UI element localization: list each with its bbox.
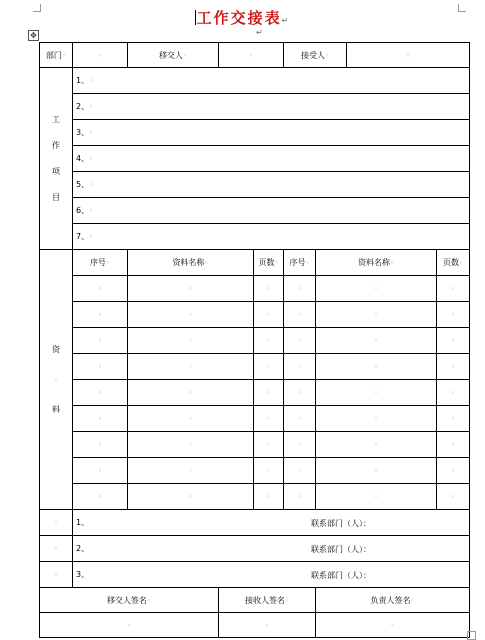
receiver-value-cell[interactable]: ◦ (347, 43, 470, 68)
handover-form-table (39, 42, 470, 638)
receiver-sign-field[interactable]: ◦ (219, 613, 316, 638)
work-items-side-label: 工 作 项 目 (40, 68, 73, 250)
contact-side-cell: ◦ (40, 562, 73, 588)
material-no-left-cell[interactable]: ◦ (73, 406, 128, 432)
contact-row (40, 510, 470, 536)
material-no-left-cell[interactable]: ◦ (73, 380, 128, 406)
paragraph-mark: ↵ (256, 28, 263, 37)
material-name-right-cell[interactable]: ◦ (316, 484, 437, 510)
material-no-left-cell[interactable]: ◦ (73, 432, 128, 458)
document-title (0, 7, 485, 28)
contact-dept-label: 联系部门（人）： (311, 545, 371, 554)
material-row (40, 380, 470, 406)
contact-cell[interactable]: 1、 联系部门（人）： (73, 510, 470, 536)
material-no-right-cell[interactable]: ◦ (284, 406, 316, 432)
material-name-left-cell[interactable]: ◦ (128, 484, 254, 510)
material-pages-left-cell[interactable]: ◦ (254, 302, 284, 328)
material-no-right-cell[interactable]: ◦ (284, 380, 316, 406)
materials-col-name-left: 资料名称◦ (128, 250, 254, 276)
receiver-sign-label: 接收人签名◦ (219, 588, 316, 613)
handover-sign-field[interactable]: ◦ (40, 613, 219, 638)
material-name-right-cell[interactable]: ◦ (316, 432, 437, 458)
material-name-left-cell[interactable]: ◦ (128, 276, 254, 302)
material-no-left-cell[interactable]: ◦ (73, 276, 128, 302)
material-name-left-cell[interactable]: ◦ (128, 354, 254, 380)
material-no-left-cell[interactable]: ◦ (73, 302, 128, 328)
work-item-cell[interactable]: 5、◦ (73, 172, 470, 198)
material-row (40, 276, 470, 302)
signature-value-row (40, 613, 470, 638)
material-row (40, 354, 470, 380)
supervisor-sign-field[interactable]: ◦ (316, 613, 470, 638)
work-item-cell[interactable]: 4、◦ (73, 146, 470, 172)
paragraph-mark: ↵ (281, 16, 291, 25)
contact-row (40, 536, 470, 562)
materials-col-name-right: 资料名称◦ (316, 250, 437, 276)
material-name-right-cell[interactable]: ◦ (316, 328, 437, 354)
material-pages-left-cell[interactable]: ◦ (254, 406, 284, 432)
materials-col-no-right: 序号◦ (284, 250, 316, 276)
material-pages-right-cell[interactable]: ◦ (437, 406, 470, 432)
material-pages-right-cell[interactable]: ◦ (437, 328, 470, 354)
material-no-left-cell[interactable]: ◦ (73, 458, 128, 484)
material-no-right-cell[interactable]: ◦ (284, 302, 316, 328)
contact-row (40, 562, 470, 588)
work-item-row (40, 94, 470, 120)
contact-cell[interactable]: 3、 联系部门（人）： (73, 562, 470, 588)
table-resize-handle[interactable] (467, 631, 476, 640)
work-item-row (40, 68, 470, 94)
work-item-row (40, 172, 470, 198)
material-pages-left-cell[interactable]: ◦ (254, 328, 284, 354)
material-no-right-cell[interactable]: ◦ (284, 484, 316, 510)
material-name-left-cell[interactable]: ◦ (128, 302, 254, 328)
material-pages-right-cell[interactable]: ◦ (437, 432, 470, 458)
material-pages-left-cell[interactable]: ◦ (254, 432, 284, 458)
receiver-label-cell: 接受人◦ (284, 43, 347, 68)
material-pages-right-cell[interactable]: ◦ (437, 484, 470, 510)
dept-value-cell[interactable]: ◦ (73, 43, 128, 68)
text-cursor (195, 10, 196, 25)
handover-sign-label: 移交人签名◦ (40, 588, 219, 613)
contact-dept-label: 联系部门（人）： (311, 571, 371, 580)
material-pages-left-cell[interactable]: ◦ (254, 380, 284, 406)
supervisor-sign-label: 负责人签名◦ (316, 588, 470, 613)
work-item-cell[interactable]: 3、◦ (73, 120, 470, 146)
material-row (40, 302, 470, 328)
contact-dept-label: 联系部门（人）： (311, 519, 371, 528)
work-item-cell[interactable]: 7、◦ (73, 224, 470, 250)
material-row (40, 328, 470, 354)
material-pages-right-cell[interactable]: ◦ (437, 380, 470, 406)
material-name-left-cell[interactable]: ◦ (128, 380, 254, 406)
material-name-right-cell[interactable]: ◦ (316, 406, 437, 432)
material-no-right-cell[interactable]: ◦ (284, 354, 316, 380)
work-item-row (40, 224, 470, 250)
material-row (40, 484, 470, 510)
work-item-cell[interactable]: 1、◦ (73, 68, 470, 94)
material-name-right-cell[interactable]: ◦ (316, 276, 437, 302)
material-name-left-cell[interactable]: ◦ (128, 432, 254, 458)
table-move-handle-icon[interactable]: ✥ (28, 30, 39, 41)
material-name-right-cell[interactable]: ◦ (316, 354, 437, 380)
title-text: 工作交接表 (196, 9, 282, 27)
material-row (40, 432, 470, 458)
materials-side-label: 资 ◦ 料 (40, 250, 73, 510)
work-item-row (40, 198, 470, 224)
material-name-right-cell[interactable]: ◦ (316, 458, 437, 484)
material-pages-left-cell[interactable]: ◦ (254, 484, 284, 510)
material-pages-right-cell[interactable]: ◦ (437, 302, 470, 328)
material-pages-left-cell[interactable]: ◦ (254, 458, 284, 484)
material-row (40, 458, 470, 484)
handover-value-cell[interactable]: ◦ (219, 43, 284, 68)
header-row (40, 43, 470, 68)
material-no-right-cell[interactable]: ◦ (284, 328, 316, 354)
material-no-left-cell[interactable]: ◦ (73, 484, 128, 510)
material-no-right-cell[interactable]: ◦ (284, 276, 316, 302)
material-pages-right-cell[interactable]: ◦ (437, 354, 470, 380)
work-item-cell[interactable]: 2、◦ (73, 94, 470, 120)
signature-label-row (40, 588, 470, 613)
dept-label-cell: 部门◦ (40, 43, 73, 68)
contact-cell[interactable]: 2、 联系部门（人）： (73, 536, 470, 562)
material-no-right-cell[interactable]: ◦ (284, 432, 316, 458)
material-name-right-cell[interactable]: ◦ (316, 302, 437, 328)
material-name-left-cell[interactable]: ◦ (128, 458, 254, 484)
materials-header-row (40, 250, 470, 276)
materials-col-no-left: 序号◦ (73, 250, 128, 276)
work-item-row (40, 146, 470, 172)
work-item-row (40, 120, 470, 146)
contact-side-cell: ◦ (40, 510, 73, 536)
work-item-cell[interactable]: 6、◦ (73, 198, 470, 224)
materials-col-pages-right: 页数◦ (437, 250, 470, 276)
material-no-left-cell[interactable]: ◦ (73, 328, 128, 354)
material-name-left-cell[interactable]: ◦ (128, 406, 254, 432)
material-pages-right-cell[interactable]: ◦ (437, 458, 470, 484)
materials-col-pages-left: 页数◦ (254, 250, 284, 276)
contact-side-cell: ◦ (40, 536, 73, 562)
material-no-left-cell[interactable]: ◦ (73, 354, 128, 380)
material-row (40, 406, 470, 432)
material-pages-left-cell[interactable]: ◦ (254, 276, 284, 302)
material-name-right-cell[interactable]: ◦ (316, 380, 437, 406)
material-no-right-cell[interactable]: ◦ (284, 458, 316, 484)
material-pages-right-cell[interactable]: ◦ (437, 276, 470, 302)
material-name-left-cell[interactable]: ◦ (128, 328, 254, 354)
handover-label-cell: 移交人◦ (128, 43, 219, 68)
material-pages-left-cell[interactable]: ◦ (254, 354, 284, 380)
